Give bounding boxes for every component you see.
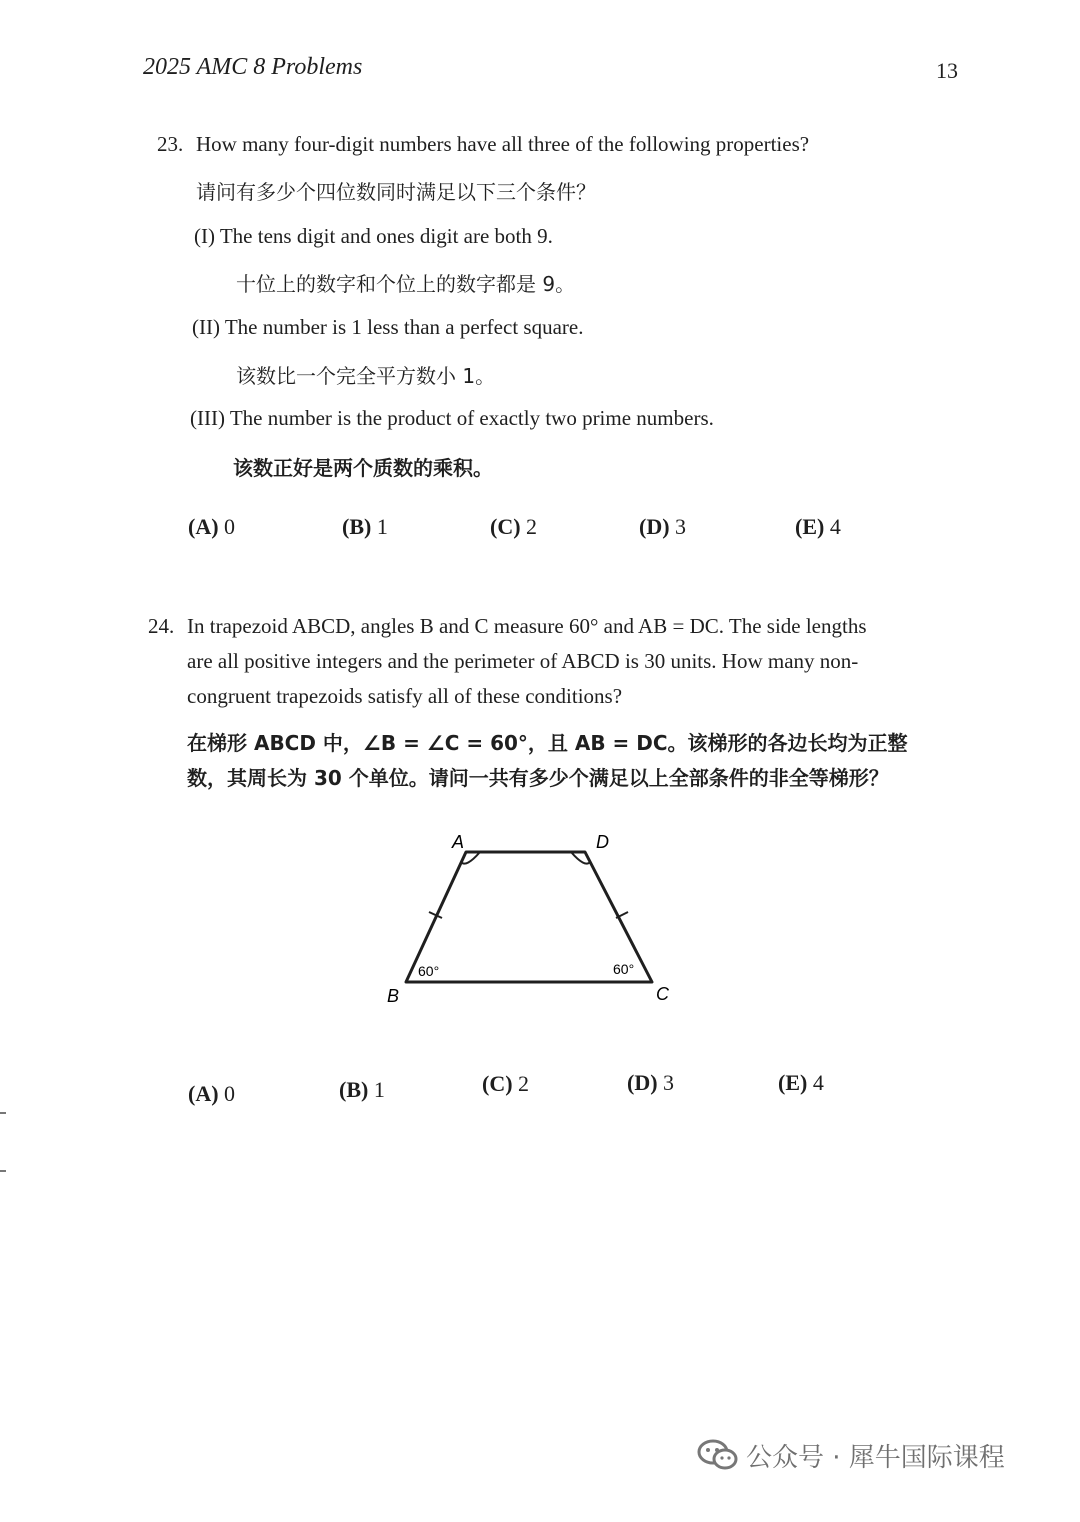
question-en: How many four-digit numbers have all three of the following properties?: [196, 132, 810, 156]
wechat-icon: [696, 1437, 740, 1473]
choice-b: (B) 1: [339, 1077, 385, 1102]
question-cn: 请问有多少个四位数同时满足以下三个条件？: [196, 180, 596, 204]
choice-a: (A) 0: [188, 514, 236, 539]
angle-label-c: 60°: [613, 961, 635, 977]
condition-2-en: (II) The number is 1 less than a perfect square.: [192, 315, 584, 339]
choice-a: (A) 0: [188, 1081, 236, 1106]
watermark: [696, 1434, 1056, 1476]
question-en-line-3: congruent trapezoids satisfy all of these conditions?: [187, 684, 623, 708]
vertex-label-d: D: [596, 832, 609, 852]
question-en-line-1: In trapezoid ABCD, angles B and C measure 60° and AB = DC. The side lengths: [187, 614, 867, 638]
choice-b: (B) 1: [342, 514, 388, 539]
angle-label-b: 60°: [418, 963, 440, 979]
choice-e: (E) 4: [795, 514, 841, 539]
choice-e: (E) 4: [778, 1070, 824, 1095]
scan-mark: [0, 1170, 6, 1172]
problem-number: 24.: [148, 614, 175, 638]
question-en-line-2: are all positive integers and the perimeter of ABCD is 30 units. How many non-: [187, 649, 859, 673]
page-number: 13: [936, 58, 958, 83]
trapezoid-diagram: [380, 820, 700, 1020]
watermark-text: 公众号 · 犀牛国际课程: [746, 1443, 1005, 1473]
choice-d: (D) 3: [639, 514, 687, 539]
condition-1-en: (I) The tens digit and ones digit are both 9.: [194, 224, 553, 248]
choice-d: (D) 3: [627, 1070, 675, 1095]
vertex-label-c: C: [656, 984, 669, 1004]
condition-1-cn: 十位上的数字和个位上的数字都是 9。: [236, 272, 576, 296]
scan-mark: [0, 1112, 6, 1114]
vertex-label-b: B: [387, 986, 400, 1006]
question-cn-line-1: 在梯形 ABCD 中，∠B = ∠C = 60°，且 AB = DC。该梯形的各边长均为正整: [187, 731, 908, 755]
choice-c: (C) 2: [490, 514, 538, 539]
condition-2-cn: 该数比一个完全平方数小 1。: [236, 364, 496, 388]
running-header: 2025 AMC 8 Problems: [143, 54, 363, 80]
choice-c: (C) 2: [482, 1071, 530, 1096]
problem-number: 23.: [157, 132, 184, 156]
question-cn-line-2: 数，其周长为 30 个单位。请问一共有多少个满足以上全部条件的非全等梯形？: [187, 766, 889, 790]
condition-3-en: (III) The number is the product of exactly two prime numbers.: [190, 406, 714, 430]
condition-3-cn: 该数正好是两个质数的乘积。: [233, 456, 493, 480]
vertex-label-a: A: [452, 832, 465, 852]
